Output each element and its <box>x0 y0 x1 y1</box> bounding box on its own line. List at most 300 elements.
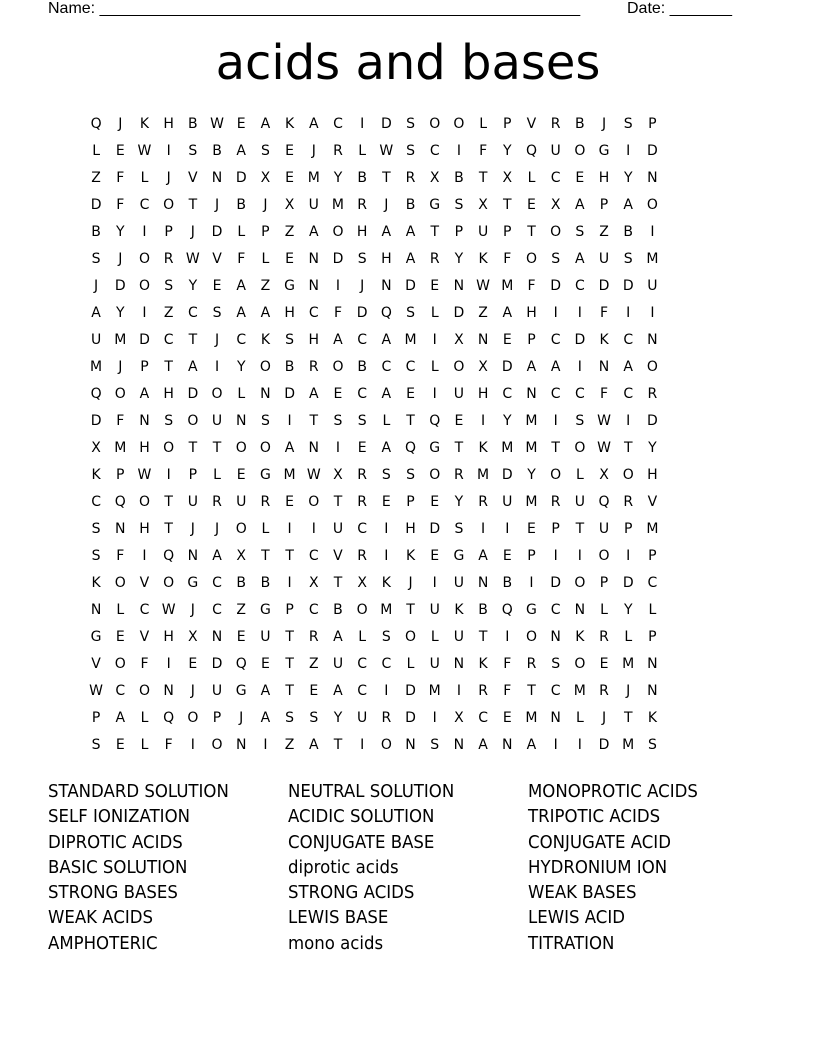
grid-letter: U <box>647 278 658 294</box>
grid-letter: X <box>454 332 464 348</box>
grid-letter: P <box>164 224 173 240</box>
word-list-item: TRIPOTIC ACIDS <box>528 806 661 828</box>
grid-letter: Y <box>623 170 633 186</box>
grid-letter: E <box>599 656 609 672</box>
grid-letter: E <box>212 278 222 294</box>
grid-letter: Y <box>648 440 657 456</box>
word-list-item: ACIDIC SOLUTION <box>288 806 435 828</box>
word-list-column-2 <box>288 779 528 956</box>
grid-letter: M <box>307 170 320 186</box>
grid-row <box>84 707 665 734</box>
grid-letter: T <box>164 521 173 537</box>
grid-letter: S <box>551 251 561 267</box>
grid-letter: I <box>384 683 389 699</box>
word-list-item: WEAK BASES <box>528 882 637 904</box>
grid-letter: O <box>574 656 586 672</box>
grid-letter: N <box>139 413 150 429</box>
grid-letter: C <box>212 602 222 618</box>
grid-letter: P <box>503 116 512 132</box>
grid-letter: J <box>190 602 195 618</box>
grid-letter: U <box>598 521 610 537</box>
word-list-item: LEWIS ACID <box>528 907 625 929</box>
grid-letter: C <box>623 332 634 348</box>
grid-row <box>84 518 665 545</box>
grid-letter: A <box>260 305 271 321</box>
grid-letter: X <box>357 575 367 591</box>
grid-letter: O <box>187 413 199 429</box>
grid-letter: T <box>454 440 464 456</box>
grid-letter: G <box>259 467 271 483</box>
grid-letter: J <box>118 116 123 132</box>
grid-letter: T <box>285 629 294 645</box>
grid-letter: J <box>118 251 123 267</box>
grid-letter: J <box>190 683 195 699</box>
grid-letter: H <box>405 521 416 537</box>
grid-letter: L <box>213 467 221 483</box>
grid-letter: O <box>332 224 344 240</box>
grid-letter: U <box>187 494 198 510</box>
grid-letter: S <box>381 629 391 645</box>
grid-letter: O <box>259 440 271 456</box>
grid-letter: I <box>577 737 582 753</box>
grid-letter: M <box>525 440 538 456</box>
grid-letter: U <box>477 224 489 240</box>
grid-letter: E <box>575 170 585 186</box>
grid-letter: E <box>115 629 125 645</box>
grid-letter: A <box>308 116 319 132</box>
grid-row <box>84 113 665 140</box>
grid-letter: T <box>575 521 585 537</box>
grid-letter: S <box>91 737 101 753</box>
grid-letter: G <box>90 629 102 645</box>
grid-letter: K <box>454 602 464 618</box>
grid-letter: N <box>211 170 223 186</box>
grid-letter: A <box>236 143 246 159</box>
grid-letter: Z <box>284 224 295 240</box>
grid-letter: C <box>357 521 368 537</box>
grid-letter: D <box>405 710 416 726</box>
grid-letter: V <box>333 548 343 564</box>
grid-letter: I <box>360 116 365 132</box>
grid-letter: A <box>115 710 126 726</box>
grid-letter: I <box>384 548 389 564</box>
grid-letter: E <box>381 494 391 510</box>
grid-letter: A <box>575 197 585 213</box>
grid-row <box>84 491 665 518</box>
grid-letter: M <box>646 251 659 267</box>
grid-letter: L <box>624 629 633 645</box>
grid-letter: L <box>648 602 657 618</box>
grid-letter: L <box>140 737 149 753</box>
grid-letter: B <box>91 224 101 240</box>
grid-letter: C <box>163 332 174 348</box>
grid-letter: P <box>503 224 512 240</box>
grid-letter: I <box>190 737 195 753</box>
grid-letter: Z <box>599 224 609 240</box>
grid-row <box>84 275 665 302</box>
grid-row <box>84 545 665 572</box>
grid-letter: I <box>481 521 486 537</box>
grid-letter: C <box>550 386 561 402</box>
grid-letter: Q <box>598 494 610 510</box>
grid-letter: A <box>236 305 246 321</box>
grid-letter: I <box>577 359 582 375</box>
grid-letter: X <box>454 710 464 726</box>
grid-letter: L <box>140 170 149 186</box>
grid-letter: O <box>574 143 586 159</box>
grid-letter: H <box>139 521 150 537</box>
grid-letter: S <box>91 521 101 537</box>
grid-letter: T <box>478 170 488 186</box>
word-list-item: diprotic acids <box>288 856 399 878</box>
grid-letter: O <box>550 224 562 240</box>
grid-letter: A <box>623 197 633 213</box>
grid-letter: P <box>91 710 101 726</box>
grid-letter: K <box>285 116 295 132</box>
grid-letter: N <box>574 602 586 618</box>
grid-letter: J <box>601 710 607 726</box>
grid-letter: M <box>501 440 514 456</box>
grid-letter: J <box>214 332 220 348</box>
grid-letter: V <box>91 656 101 672</box>
grid-letter: D <box>501 467 513 483</box>
grid-letter: J <box>601 116 607 132</box>
grid-letter: T <box>212 440 222 456</box>
grid-letter: C <box>381 656 392 672</box>
grid-letter: I <box>650 224 655 240</box>
grid-letter: U <box>260 629 271 645</box>
grid-letter: B <box>236 575 247 591</box>
grid-letter: I <box>142 224 147 240</box>
grid-letter: Y <box>454 494 464 510</box>
grid-letter: E <box>430 278 440 294</box>
grid-letter: N <box>308 278 320 294</box>
grid-letter: U <box>502 494 513 510</box>
grid-letter: L <box>358 143 367 159</box>
grid-row <box>84 329 665 356</box>
grid-letter: U <box>308 197 319 213</box>
grid-letter: X <box>478 359 488 375</box>
grid-letter: S <box>357 413 367 429</box>
grid-letter: H <box>356 224 368 240</box>
grid-letter: M <box>114 332 127 348</box>
grid-letter: M <box>114 440 127 456</box>
grid-letter: F <box>479 143 488 159</box>
grid-letter: M <box>477 467 490 483</box>
grid-row <box>84 599 665 626</box>
grid-letter: I <box>166 656 171 672</box>
grid-row <box>84 410 665 437</box>
grid-letter: T <box>503 197 512 213</box>
grid-letter: N <box>647 332 658 348</box>
grid-letter: P <box>551 521 560 537</box>
grid-letter: A <box>381 332 392 348</box>
grid-letter: D <box>90 197 102 213</box>
grid-letter: I <box>432 575 437 591</box>
grid-letter: J <box>214 197 220 213</box>
grid-letter: P <box>140 359 149 375</box>
grid-letter: J <box>360 278 365 294</box>
grid-letter: Q <box>429 413 441 429</box>
grid-letter: I <box>505 521 510 537</box>
grid-letter: C <box>550 170 561 186</box>
grid-letter: T <box>164 359 173 375</box>
grid-letter: D <box>622 575 634 591</box>
grid-letter: C <box>381 359 392 375</box>
grid-letter: C <box>139 197 150 213</box>
grid-letter: F <box>503 683 512 699</box>
grid-letter: T <box>406 413 415 429</box>
grid-letter: X <box>284 197 295 213</box>
grid-letter: M <box>525 413 538 429</box>
grid-letter: I <box>626 413 631 429</box>
grid-letter: W <box>210 116 224 132</box>
grid-letter: R <box>599 629 609 645</box>
word-list-item: WEAK ACIDS <box>48 907 154 929</box>
grid-letter: Q <box>114 494 126 510</box>
grid-letter: Q <box>501 602 513 618</box>
grid-letter: F <box>600 386 609 402</box>
grid-letter: C <box>333 116 343 132</box>
grid-letter: Q <box>163 710 175 726</box>
grid-letter: H <box>381 251 392 267</box>
grid-letter: O <box>138 494 150 510</box>
grid-letter: R <box>212 494 222 510</box>
grid-letter: R <box>308 359 319 375</box>
grid-letter: U <box>453 575 465 591</box>
grid-letter: X <box>502 170 513 186</box>
grid-letter: F <box>237 251 246 267</box>
grid-letter: A <box>381 224 392 240</box>
grid-letter: A <box>526 359 537 375</box>
grid-letter: I <box>166 467 171 483</box>
grid-letter: L <box>237 386 246 402</box>
grid-letter: E <box>430 494 440 510</box>
grid-letter: T <box>333 575 343 591</box>
grid-letter: B <box>284 359 295 375</box>
grid-letter: U <box>453 629 465 645</box>
grid-letter: S <box>623 251 633 267</box>
grid-letter: C <box>139 602 150 618</box>
grid-letter: E <box>236 467 246 483</box>
grid-letter: W <box>89 683 104 699</box>
grid-letter: S <box>188 143 198 159</box>
grid-letter: R <box>260 494 271 510</box>
grid-letter: A <box>139 386 150 402</box>
grid-letter: I <box>505 629 510 645</box>
word-list-item: MONOPROTIC ACIDS <box>528 781 698 802</box>
grid-letter: L <box>358 629 367 645</box>
grid-letter: I <box>287 575 292 591</box>
grid-letter: E <box>357 440 367 456</box>
grid-letter: G <box>453 548 465 564</box>
grid-letter: B <box>478 602 488 618</box>
grid-letter: N <box>477 332 489 348</box>
word-list-item: LEWIS BASE <box>288 907 389 929</box>
grid-letter: R <box>381 710 392 726</box>
grid-letter: I <box>553 305 558 321</box>
grid-letter: N <box>453 278 465 294</box>
grid-letter: I <box>481 413 486 429</box>
grid-letter: A <box>526 737 537 753</box>
grid-letter: S <box>260 413 270 429</box>
grid-letter: O <box>646 359 658 375</box>
grid-letter: S <box>454 521 464 537</box>
grid-letter: B <box>454 170 464 186</box>
grid-letter: O <box>138 251 150 267</box>
grid-letter: P <box>116 467 125 483</box>
grid-letter: P <box>648 629 657 645</box>
grid-letter: I <box>432 386 437 402</box>
grid-letter: D <box>187 386 199 402</box>
grid-letter: D <box>211 224 223 240</box>
grid-letter: D <box>139 332 150 348</box>
grid-letter: H <box>163 629 174 645</box>
grid-letter: I <box>335 278 341 294</box>
grid-letter: N <box>453 737 465 753</box>
grid-letter: N <box>405 737 416 753</box>
grid-letter: C <box>308 305 319 321</box>
grid-letter: V <box>647 494 658 510</box>
grid-letter: F <box>164 737 173 753</box>
grid-letter: O <box>332 359 344 375</box>
grid-letter: S <box>91 548 101 564</box>
grid-letter: N <box>502 737 513 753</box>
grid-letter: K <box>139 116 150 132</box>
grid-letter: O <box>646 197 658 213</box>
grid-letter: L <box>140 710 149 726</box>
grid-letter: P <box>599 575 609 591</box>
word-list-item: BASIC SOLUTION <box>48 856 188 878</box>
grid-letter: J <box>408 575 413 591</box>
grid-letter: A <box>188 359 198 375</box>
grid-letter: K <box>381 575 391 591</box>
grid-letter: S <box>575 413 585 429</box>
grid-letter: I <box>456 143 461 159</box>
grid-letter: S <box>430 737 440 753</box>
grid-letter: B <box>575 116 585 132</box>
word-list-column-1 <box>48 779 288 956</box>
grid-letter: Q <box>235 656 247 672</box>
grid-letter: A <box>550 359 561 375</box>
grid-letter: O <box>187 710 199 726</box>
grid-letter: L <box>430 359 439 375</box>
word-list-item: CONJUGATE ACID <box>528 831 671 853</box>
grid-letter: U <box>453 386 465 402</box>
word-list-item: AMPHOTERIC <box>48 932 158 954</box>
grid-letter: L <box>430 305 439 321</box>
grid-letter: C <box>550 602 561 618</box>
grid-letter: S <box>212 305 222 321</box>
grid-letter: S <box>406 116 415 132</box>
grid-letter: I <box>142 305 147 321</box>
grid-letter: R <box>550 494 561 510</box>
grid-letter: F <box>503 656 512 672</box>
grid-row <box>84 626 665 653</box>
grid-letter: Z <box>163 305 174 321</box>
grid-letter: O <box>525 629 537 645</box>
grid-letter: T <box>188 440 198 456</box>
grid-letter: O <box>259 359 271 375</box>
grid-letter: N <box>260 386 271 402</box>
grid-letter: N <box>453 656 465 672</box>
grid-letter: B <box>188 116 198 132</box>
grid-letter: A <box>308 737 319 753</box>
grid-letter: Y <box>503 413 512 429</box>
grid-letter: A <box>575 251 585 267</box>
grid-letter: E <box>430 548 440 564</box>
grid-letter: K <box>478 440 488 456</box>
grid-letter: S <box>406 467 415 483</box>
grid-letter: L <box>479 116 487 132</box>
grid-letter: O <box>574 440 586 456</box>
grid-letter: Z <box>236 602 247 618</box>
grid-letter: M <box>283 467 296 483</box>
grid-letter: L <box>600 602 608 618</box>
word-list-item: STRONG BASES <box>48 882 178 904</box>
grid-letter: W <box>161 602 176 618</box>
grid-letter: O <box>356 602 368 618</box>
grid-letter: V <box>212 251 222 267</box>
grid-letter: A <box>308 224 319 240</box>
grid-letter: X <box>91 440 101 456</box>
grid-letter: S <box>623 116 633 132</box>
grid-letter: E <box>236 629 246 645</box>
grid-letter: N <box>647 170 658 186</box>
grid-letter: A <box>381 386 392 402</box>
grid-letter: X <box>188 629 198 645</box>
grid-letter: S <box>406 143 415 159</box>
grid-letter: I <box>577 548 582 564</box>
grid-letter: Y <box>116 224 125 240</box>
grid-letter: I <box>626 143 631 159</box>
grid-letter: F <box>600 305 609 321</box>
grid-letter: C <box>550 683 561 699</box>
grid-letter: N <box>598 359 610 375</box>
grid-letter: I <box>166 143 171 159</box>
grid-letter: C <box>357 332 368 348</box>
grid-letter: R <box>478 494 488 510</box>
grid-letter: O <box>163 197 175 213</box>
grid-letter: G <box>284 278 296 294</box>
grid-letter: E <box>236 116 246 132</box>
grid-row <box>84 734 665 761</box>
grid-letter: R <box>357 467 368 483</box>
grid-letter: N <box>235 737 247 753</box>
grid-letter: U <box>429 602 440 618</box>
grid-row <box>84 194 665 221</box>
grid-letter: J <box>214 521 220 537</box>
grid-letter: Z <box>91 170 101 186</box>
grid-letter: D <box>405 278 416 294</box>
grid-letter: E <box>502 332 512 348</box>
grid-letter: P <box>188 467 198 483</box>
grid-letter: C <box>574 386 585 402</box>
word-list-item: mono acids <box>288 932 384 954</box>
grid-letter: M <box>501 278 514 294</box>
grid-letter: A <box>333 332 343 348</box>
grid-letter: B <box>502 575 513 591</box>
grid-letter: D <box>598 278 610 294</box>
grid-letter: T <box>261 548 270 564</box>
grid-letter: E <box>115 143 125 159</box>
grid-letter: Y <box>527 467 536 483</box>
grid-letter: I <box>263 737 268 753</box>
word-list-item: CONJUGATE BASE <box>288 831 435 853</box>
grid-letter: W <box>476 278 491 294</box>
grid-letter: D <box>501 359 513 375</box>
grid-letter: C <box>429 143 440 159</box>
